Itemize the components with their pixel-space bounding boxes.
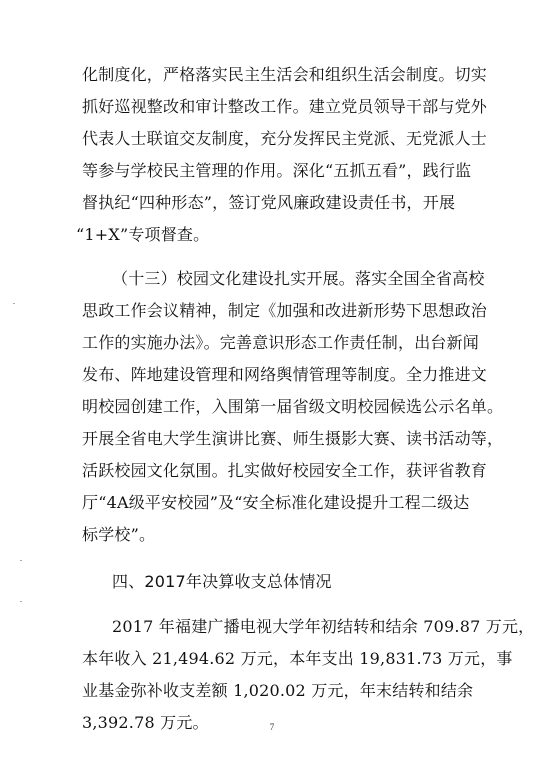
paragraph-line: 等参与学校民主管理的作用。深化“五抓五看”，践行监 xyxy=(82,161,472,180)
paragraph-line: 2017 年福建广播电视大学年初结转和结余 709.87 万元， xyxy=(112,617,535,636)
paragraph-line: 化制度化，严格落实民主生活会和组织生活会制度。切实 xyxy=(82,65,488,84)
scan-speck xyxy=(20,601,22,602)
paragraph-line: 3,392.78 万元。 xyxy=(82,713,209,732)
paragraph-line: 本年收入 21,494.62 万元，本年支出 19,831.73 万元，事 xyxy=(82,649,513,668)
paragraph-line: “1+X”专项督查。 xyxy=(76,225,210,244)
paragraph-line: 督执纪“四种形态”，签订党风廉政建设责任书，开展 xyxy=(82,193,456,212)
paragraph-line: 标学校”。 xyxy=(82,525,156,544)
paragraph-line: 活跃校园文化氛围。扎实做好校园安全工作，获评省教育 xyxy=(82,461,488,480)
paragraph-line: 开展全省电大学生演讲比赛、师生摄影大赛、读书活动等， xyxy=(82,429,504,448)
paragraph-line: 业基金弥补收支差额 1,020.02 万元，年末结转和结余 xyxy=(82,681,474,700)
paragraph-line: （十三）校园文化建设扎实开展。落实全国全省高校 xyxy=(112,269,485,288)
scan-speck xyxy=(13,303,15,304)
paragraph-line: 代表人士联谊交友制度，充分发挥民主党派、无党派人士 xyxy=(82,129,488,148)
page-number: 7 xyxy=(269,722,275,732)
paragraph-line: 抓好巡视整改和审计整改工作。建立党员领导干部与党外 xyxy=(82,97,488,116)
paragraph-line: 明校园创建工作，入围第一届省级文明校园候选公示名单。 xyxy=(82,397,504,416)
section-heading: 四、2017年决算收支总体情况 xyxy=(112,572,332,591)
paragraph-line: 发布、阵地建设管理和网络舆情管理等制度。全力推进文 xyxy=(82,365,488,384)
paragraph-line: 思政工作会议精神，制定《加强和改进新形势下思想政治 xyxy=(82,301,488,320)
scan-speck xyxy=(20,560,22,561)
paragraph-line: 工作的实施办法》。完善意识形态工作责任制，出台新闻 xyxy=(82,333,480,352)
paragraph-line: 厅“4A级平安校园”及“安全标准化建设提升工程二级达 xyxy=(82,493,470,512)
